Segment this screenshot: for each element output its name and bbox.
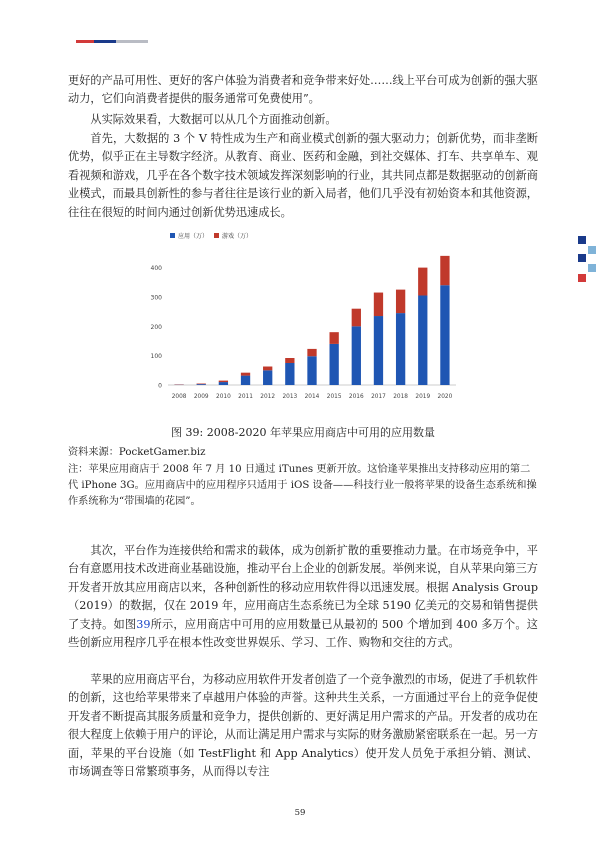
x-tick-label: 2020	[437, 394, 453, 400]
x-tick-label: 2013	[282, 394, 298, 400]
x-tick-label: 2017	[371, 394, 386, 400]
paragraph-3: 首先，大数据的 3 个 V 特性成为生产和商业模式创新的强大驱动力；创新优势，而非垄断优势，似乎正在主导数字经济。从教育、商业、医药和金融，到社交媒体、打车、共享单车、观看视频和游戏，几乎在各个数字技术领域发挥深刻影响的行业，其共同点都是数据驱动的创新商业模式，而最具创新性的参与者往往是该行业的新入局者，他们几乎没有初始资本和其他资源，往往在很短的时间内通过创新优势迅速成长。	[68, 132, 538, 219]
y-tick-label: 100	[150, 353, 162, 361]
paragraph-2: 从实际效果看，大数据可以从几个方面推动创新。	[90, 113, 337, 126]
x-tick-label: 2014	[304, 394, 320, 400]
x-tick-label: 2016	[348, 394, 364, 400]
figure-source: 资料来源：PocketGamer.biz	[68, 447, 206, 458]
bar-apps	[352, 326, 361, 385]
y-tick-label: 400	[150, 265, 162, 273]
paragraph-4-text-b: 所示，应用商店中可用的应用数量已从最初的 500 个增加到 400 多万个。这些创新应用程序几乎在根本性改变世界娱乐、学习、工作、购物和交往的方式。	[68, 617, 538, 650]
side-square	[588, 246, 596, 254]
app-store-bar-chart	[140, 230, 460, 408]
bar-games	[374, 293, 383, 316]
bar-apps	[307, 356, 316, 385]
chart-container	[140, 230, 460, 408]
paragraph-4	[68, 542, 538, 652]
bar-red	[76, 40, 94, 43]
bar-apps	[197, 384, 206, 385]
x-tick-label: 2018	[393, 394, 408, 400]
bar-games	[241, 373, 250, 376]
bar-games	[330, 332, 339, 344]
bar-games	[263, 367, 272, 371]
bar-apps	[219, 382, 228, 385]
bar-blue	[94, 40, 116, 43]
side-square	[578, 274, 586, 282]
x-tick-label: 2011	[238, 394, 253, 400]
bar-games	[352, 309, 361, 327]
bar-games	[197, 384, 206, 385]
bar-apps	[241, 376, 250, 385]
bar-apps	[374, 316, 383, 385]
y-tick-label: 0	[158, 382, 162, 390]
x-tick-label: 2015	[326, 394, 342, 400]
figure-note: 注：苹果应用商店于 2008 年 7 月 10 日通过 iTunes 更新开放。这恰逢苹果推出支持移动应用的第二代 iPhone 3G。应用商店中的应用程序只适用于 iOS 设备——科技行业一般将苹果的设备生态系统和操作系统称为“带围墙的花园”。	[68, 464, 537, 507]
y-tick-label: 300	[150, 294, 162, 302]
bar-games	[440, 256, 449, 285]
side-square	[578, 236, 586, 244]
legend-label: 游戏（万）	[222, 233, 253, 240]
y-tick-label: 200	[150, 323, 162, 331]
bar-apps	[263, 370, 272, 385]
figure-caption: 图 39: 2008-2020 年苹果应用商店中可用的应用数量	[171, 426, 435, 439]
bar-apps	[396, 313, 405, 385]
bar-games	[219, 381, 228, 382]
bar-games	[307, 349, 316, 356]
x-tick-label: 2019	[415, 394, 431, 400]
bar-games	[285, 358, 294, 363]
bar-apps	[285, 363, 294, 385]
page-number: 59	[294, 808, 306, 818]
bar-games	[396, 290, 405, 313]
bar-games	[418, 268, 427, 296]
header-decoration-bar	[76, 40, 148, 43]
x-tick-label: 2009	[193, 394, 209, 400]
figure-reference-link[interactable]: 39	[136, 617, 151, 631]
legend-label: 应用（万）	[178, 233, 209, 240]
x-tick-label: 2008	[171, 394, 187, 400]
bar-apps	[440, 285, 449, 385]
bar-gray	[116, 40, 148, 43]
paragraph-4-text-a: 其次，平台作为连接供给和需求的载体，成为创新扩散的重要推动力量。在市场竞争中，平台有意愿用技术改进商业基础设施，推动平台上企业的创新发展。举例来说，自从苹果向第三方开发者开放其应用商店以来，各种创新性的移动应用软件得以迅速发展。根据 Analysis Group（2019）的数据，仅在 2019 年，应用商店生态系统已为全球 5190 亿美元的交易和销售提供了支持。如图	[68, 544, 538, 631]
legend-swatch	[170, 233, 175, 238]
x-tick-label: 2012	[260, 394, 276, 400]
x-tick-label: 2010	[216, 394, 231, 400]
legend-swatch	[214, 233, 219, 238]
bar-apps	[418, 295, 427, 385]
side-square	[578, 254, 586, 262]
paragraph-1: 更好的产品可用性、更好的客户体验为消费者和竞争带来好处……线上平台可成为创新的强大驱动力，它们向消费者提供的服务通常可免费使用”。	[68, 74, 538, 106]
side-decoration	[578, 236, 600, 282]
side-square	[588, 264, 596, 272]
paragraph-5: 苹果的应用商店平台，为移动应用软件开发者创造了一个竞争激烈的市场，促进了手机软件的创新，这也给苹果带来了卓越用户体验的声誉。这种共生关系，一方面通过平台上的竞争促使开发者不断提高其服务质量和竞争力，提供创新的、更好满足用户需求的产品。开发者的成功在很大程度上依赖于用户的评论，从而让满足用户需求与实际的财务激励紧密联系在一起。另一方面，苹果的平台设施（如 TestFlight 和 App Analytics）使开发人员免于承担分销、测试、市场调查等日常繁琐事务，从而得以专注	[68, 673, 538, 779]
bar-apps	[330, 344, 339, 385]
